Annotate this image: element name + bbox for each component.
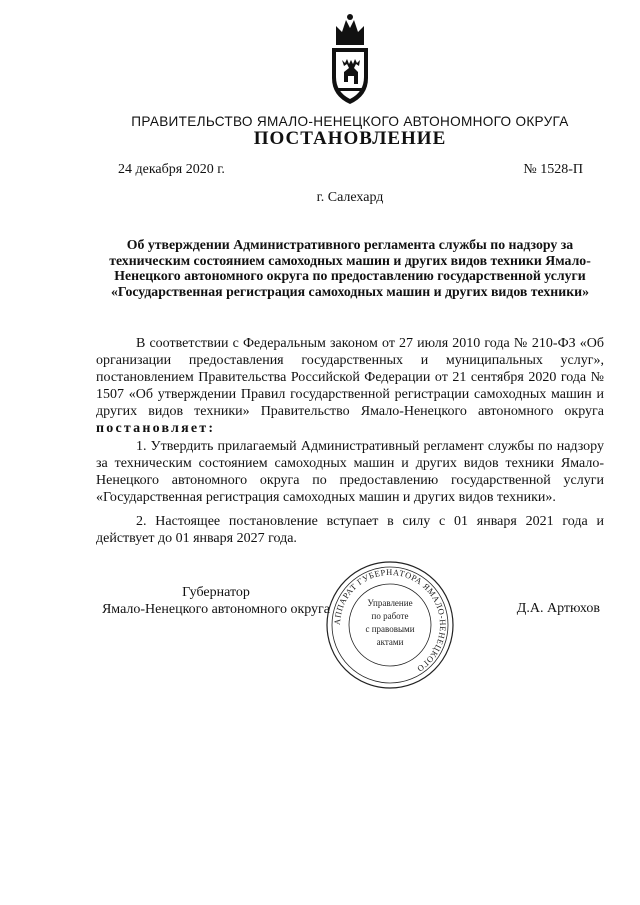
government-title: ПРАВИТЕЛЬСТВО ЯМАЛО-НЕНЕЦКОГО АВТОНОМНОГО ОКРУГА <box>131 114 569 129</box>
document-city: г. Салехард <box>316 190 384 205</box>
stamp-center-line-1: Управление <box>367 598 413 608</box>
stamp-center-line-3: с правовыми <box>365 624 415 634</box>
signatory-title <box>96 584 336 618</box>
official-stamp <box>323 558 457 692</box>
decree-keyword: постановляет: <box>96 421 216 436</box>
document-date: 24 декабря 2020 г. <box>118 162 225 177</box>
clause-1 <box>96 438 604 506</box>
document-heading: Об утверждении Административного регламента службы по надзору за техническим состоянием самоходных машин и других видов техники Ямало-Ненецкого автономного округа по предоставлению государственной услуги «Государственная регистрация самоходных машин и других видов техники» <box>109 237 591 299</box>
document-type: ПОСТАНОВЛЕНИЕ <box>253 128 447 149</box>
preamble-paragraph <box>96 335 604 437</box>
preamble-text: В соответствии с Федеральным законом от 27 июля 2010 года № 210-ФЗ «Об организации предоставления государственных и муниципальных услуг», постановлением Правительства Российской Федерации от 21 сентября 2020 года № 1507 «Об утверждении Правил государственной регистрации самоходных машин и других видов техники» Правительство Ямало-Ненецкого автономного округа <box>96 336 604 419</box>
coat-of-arms-emblem <box>322 10 378 110</box>
stamp-center-line-2: по работе <box>371 611 409 621</box>
clause-2-text: 2. Настоящее постановление вступает в силу с 01 января 2021 года и действует до 01 января 2027 года. <box>96 514 604 546</box>
clause-2 <box>96 513 604 547</box>
signatory-name: Д.А. Артюхов <box>516 601 600 616</box>
stamp-center-line-4: актами <box>376 637 404 647</box>
stamp-ring-text: АППАРАТ ГУБЕРНАТОРА ЯМАЛО-НЕНЕЦКОГО <box>331 566 449 675</box>
signatory-title-line-2: Ямало-Ненецкого автономного округа <box>101 602 331 617</box>
clause-1-text: 1. Утвердить прилагаемый Административный регламент службы по надзору за техническим состоянием самоходных машин и других видов техники Ямало-Ненецкого автономного округа по предоставлению государственной услуги «Государственная регистрация самоходных машин и других видов техники». <box>96 439 604 505</box>
signatory-title-line-1: Губернатор <box>182 585 250 600</box>
document-number: № 1528-П <box>523 162 583 177</box>
